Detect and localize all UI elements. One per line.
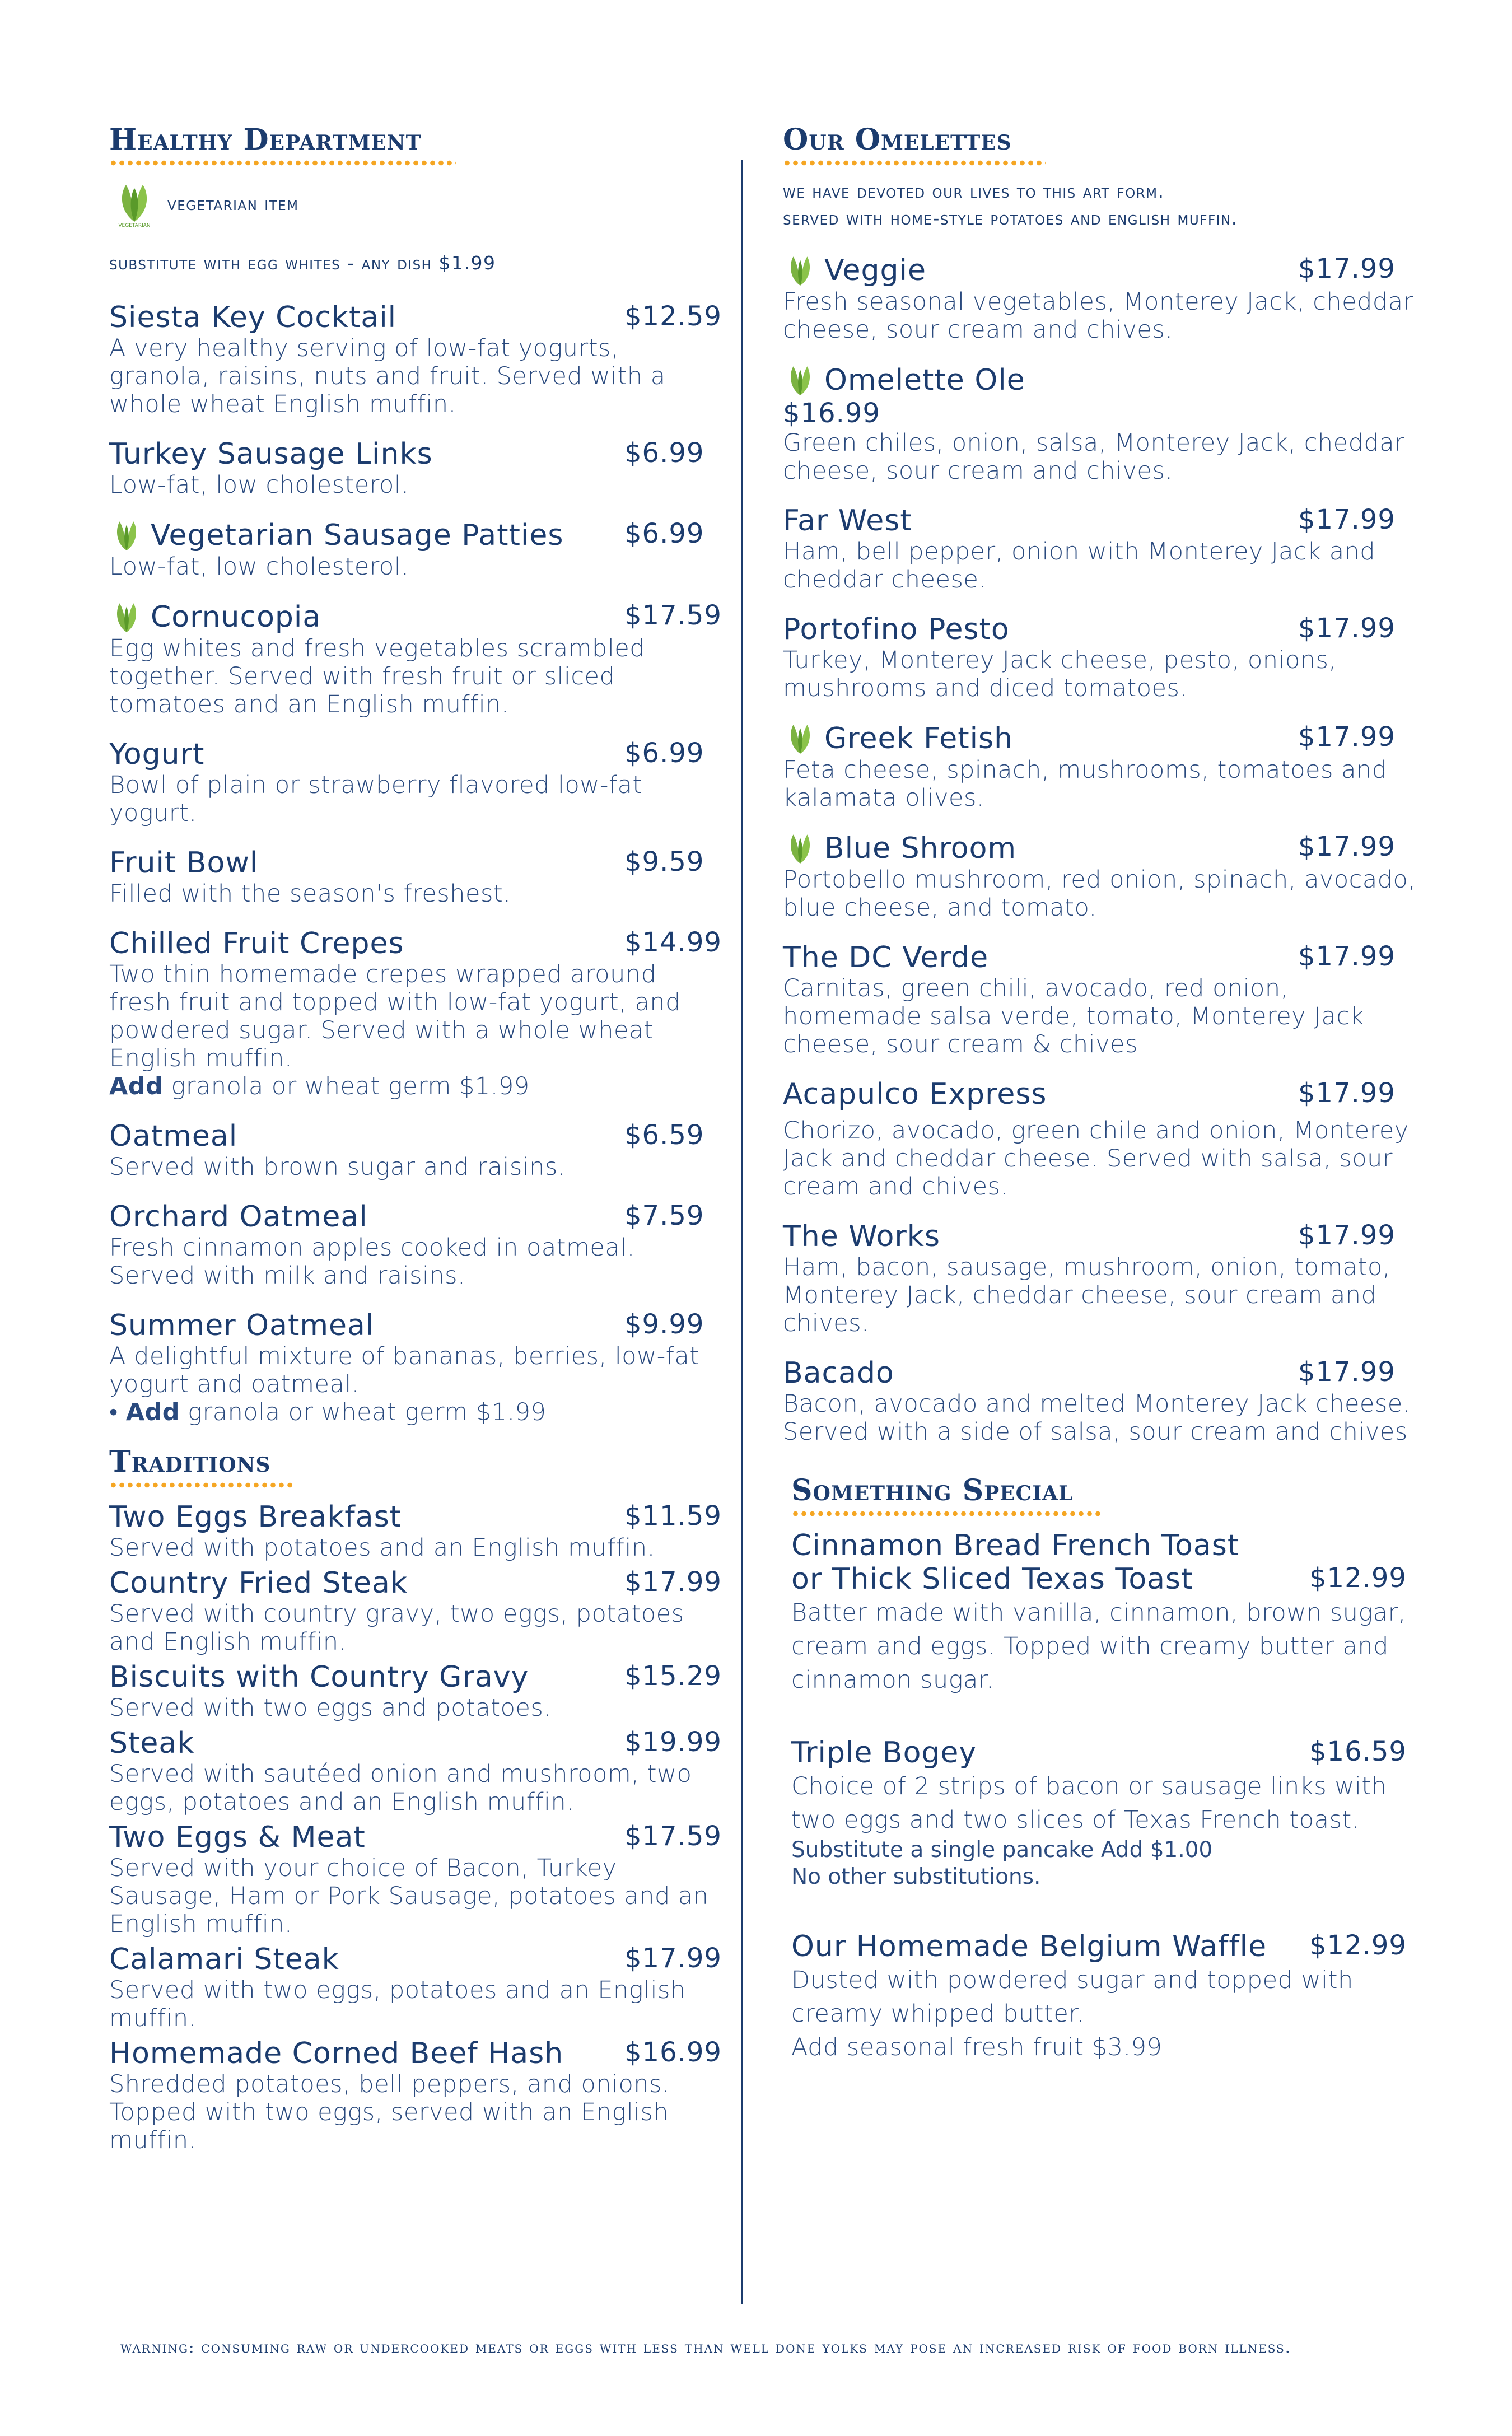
item-price: $6.99 [624, 437, 704, 469]
item-name: Two Eggs Breakfast [109, 1500, 402, 1534]
dotted-underline [109, 1482, 294, 1488]
item-name: Turkey Sausage Links [109, 437, 433, 471]
item-name: Vegetarian Sausage Patties [151, 519, 564, 552]
item-name: Siesta Key Cocktail [109, 301, 397, 334]
item-name: Oatmeal [109, 1119, 238, 1153]
menu-item [791, 1930, 1427, 2064]
menu-item [791, 1529, 1427, 1697]
item-description: Low-fat, low cholesterol. [109, 471, 409, 499]
item-name: Orchard Oatmeal [109, 1200, 368, 1234]
item-price: $14.99 [624, 927, 722, 958]
item-price: $6.59 [624, 1119, 704, 1151]
item-name: Our Homemade Belgium Waffle [791, 1930, 1267, 1963]
item-price: $17.99 [1298, 1356, 1396, 1388]
item-price: $15.29 [624, 1660, 722, 1692]
item-description: A very healthy serving of low-fat yogurts, granola, raisins, nuts and fruit. Served with a whole wheat English muffin. [109, 334, 666, 418]
menu-item [783, 831, 1427, 922]
menu-item [109, 2037, 725, 2154]
item-price: $6.99 [624, 518, 704, 549]
item-note: No other substitutions. [791, 1864, 1041, 1889]
item-name: Summer Oatmeal [109, 1309, 375, 1342]
dotted-underline [109, 160, 456, 166]
item-description: Served with your choice of Bacon, Turkey Sausage, Ham or Pork Sausage, potatoes and an English muffin. [109, 1854, 709, 1938]
menu-item [783, 363, 1427, 485]
item-description: Two thin homemade crepes wrapped around fresh fruit and topped with low-fat yogurt, and powdered sugar. Served with a whole wheat English muffin. [109, 960, 681, 1072]
item-price: $12.99 [1309, 1562, 1407, 1594]
food-safety-warning: warning: consuming raw or undercooked meats or eggs with less than well done yolks may pose an increased risk of food born illness. [120, 2338, 1291, 2356]
special-section [791, 1474, 1427, 2064]
menu-item [109, 1200, 725, 1290]
item-price: $6.99 [624, 738, 704, 769]
item-description: Low-fat, low cholesterol. [109, 553, 409, 581]
item-price: $17.99 [1298, 721, 1396, 753]
item-name: Homemade Corned Beef Hash [109, 2037, 564, 2070]
item-price: $17.99 [624, 1943, 722, 1974]
item-add-on: Add granola or wheat germ $1.99 [109, 1072, 530, 1100]
vegetarian-leaf-icon [783, 831, 818, 866]
item-description: Served with brown sugar and raisins. [109, 1153, 566, 1181]
item-price: $16.59 [1309, 1736, 1407, 1767]
item-name: Omelette Ole [824, 363, 1025, 397]
item-name: Bacado [783, 1356, 894, 1390]
item-description: Served with country gravy, two eggs, potatoes and English muffin. [109, 1600, 684, 1656]
item-description: Served with two eggs and potatoes. [109, 1694, 552, 1722]
item-name: The Works [783, 1220, 941, 1253]
item-description: Turkey, Monterey Jack cheese, pesto, onions, mushrooms and diced tomatoes. [783, 646, 1337, 702]
column-divider [741, 160, 743, 2304]
item-name: Steak [109, 1726, 195, 1760]
item-description: Ham, bell pepper, onion with Monterey Jack and cheddar cheese. [783, 538, 1376, 594]
item-price: $12.59 [624, 301, 722, 332]
item-description: Egg whites and fresh vegetables scrambled together. Served with fresh fruit or sliced tomatoes and an English muffin. [109, 634, 646, 718]
item-description: Ham, bacon, sausage, mushroom, onion, tomato, Monterey Jack, cheddar cheese, sour cream and chives. [783, 1253, 1390, 1337]
left-column [109, 123, 725, 2159]
item-name: Acapulco Express [783, 1077, 1047, 1111]
item-name: Biscuits with Country Gravy [109, 1660, 529, 1694]
item-price: $17.99 [1298, 1220, 1396, 1251]
menu-item [783, 721, 1427, 812]
menu-item [791, 1736, 1427, 1891]
vegetarian-legend-label: vegetarian item [167, 192, 299, 214]
vegetarian-leaf-icon [783, 721, 818, 756]
item-name: Greek Fetish [824, 722, 1014, 755]
menu-item [109, 1821, 725, 1938]
item-description: Green chiles, onion, salsa, Monterey Jack, cheddar cheese, sour cream and chives. [783, 429, 1405, 485]
item-description: Fresh cinnamon apples cooked in oatmeal. Served with milk and raisins. [109, 1234, 635, 1290]
menu-item [783, 504, 1427, 594]
svg-text:VEGETARIAN: VEGETARIAN [118, 223, 151, 228]
item-price: $17.59 [624, 1821, 722, 1852]
item-description: Carnitas, green chili, avocado, red onion, homemade salsa verde, tomato, Monterey Jack cheese, sour cream & chives [783, 974, 1364, 1058]
item-description: Served with two eggs, potatoes and an English muffin. [109, 1976, 686, 2032]
menu-item [109, 301, 725, 418]
item-price: $16.99 [624, 2037, 722, 2068]
item-price: $9.59 [624, 846, 704, 878]
item-name: Yogurt [109, 738, 205, 771]
item-name: Cinnamon Bread French Toast [791, 1529, 1240, 1562]
menu-item [783, 613, 1427, 702]
item-description: Feta cheese, spinach, mushrooms, tomatoes and kalamata olives. [783, 756, 1388, 812]
item-name: Triple Bogey [791, 1736, 977, 1770]
menu-item [109, 437, 725, 499]
menu-item [109, 1943, 725, 2032]
item-name: Chilled Fruit Crepes [109, 927, 404, 960]
item-description: Choice of 2 strips of bacon or sausage links with two eggs and two slices of Texas French toast. [791, 1772, 1387, 1834]
menu-item [109, 1726, 725, 1816]
item-description: Served with potatoes and an English muffin. [109, 1534, 655, 1562]
menu-item [783, 1220, 1427, 1337]
dotted-underline [791, 1511, 1102, 1516]
section-title-traditions: Traditions [109, 1445, 271, 1479]
vegetarian-legend [109, 178, 725, 228]
item-price: $17.99 [1298, 1077, 1396, 1109]
item-price: $17.99 [624, 1566, 722, 1598]
menu-item [783, 1356, 1427, 1446]
item-description: Served with sautéed onion and mushroom, two eggs, potatoes and an English muffin. [109, 1760, 692, 1816]
item-name: Blue Shroom [824, 832, 1017, 865]
item-description: Fresh seasonal vegetables, Monterey Jack, cheddar cheese, sour cream and chives. [783, 288, 1413, 344]
item-name: The DC Verde [783, 941, 989, 974]
vegetarian-leaf-icon [109, 600, 144, 634]
menu-item [109, 1566, 725, 1656]
menu-item [109, 1500, 725, 1562]
item-price: $17.99 [1298, 941, 1396, 972]
item-name: Country Fried Steak [109, 1566, 408, 1600]
item-description: Bowl of plain or strawberry flavored low-fat yogurt. [109, 771, 642, 827]
item-note: Substitute a single pancake Add $1.00 [791, 1837, 1213, 1863]
item-description: Bacon, avocado and melted Monterey Jack cheese. Served with a side of salsa, sour cream and chives [783, 1390, 1411, 1446]
menu-item [783, 253, 1427, 344]
item-name: Cornucopia [151, 600, 321, 634]
item-price: $9.99 [624, 1309, 704, 1340]
egg-white-substitute-note: substitute with egg whites - any dish $1.99 [109, 252, 496, 274]
item-description: Portobello mushroom, red onion, spinach, avocado, blue cheese, and tomato. [783, 866, 1416, 922]
item-price: $17.99 [1298, 504, 1396, 535]
vegetarian-leaf-icon [109, 518, 144, 553]
menu-item [109, 846, 725, 908]
vegetarian-badge-icon [109, 178, 160, 228]
item-price: $17.59 [624, 600, 722, 631]
item-description: A delightful mixture of bananas, berries, low-fat yogurt and oatmeal. [109, 1342, 699, 1398]
item-description: Filled with the season's freshest. [109, 880, 511, 908]
item-price: $16.99 [783, 398, 880, 429]
menu-item [109, 600, 725, 718]
item-price: $11.59 [624, 1500, 722, 1532]
item-price: $7.59 [624, 1200, 704, 1231]
item-price: $12.99 [1309, 1930, 1407, 1961]
item-name: Two Eggs & Meat [109, 1821, 366, 1854]
item-name: Portofino Pesto [783, 613, 1010, 646]
item-add-on: • Add granola or wheat germ $1.99 [109, 1398, 547, 1426]
item-name: Veggie [824, 254, 926, 287]
menu-item [109, 927, 725, 1100]
item-description: Shredded potatoes, bell peppers, and onions. Topped with two eggs, served with an English muffin. [109, 2070, 670, 2154]
menu-item [109, 1660, 725, 1722]
right-column [783, 123, 1427, 2083]
vegetarian-leaf-icon [783, 253, 818, 288]
menu-item [109, 518, 725, 581]
section-title-omelettes: Our Omelettes [783, 123, 1012, 157]
item-name: Far West [783, 504, 912, 538]
vegetarian-leaf-icon [783, 363, 818, 398]
item-price: $17.99 [1298, 253, 1396, 284]
item-name-line-2: or Thick Sliced Texas Toast [791, 1562, 1193, 1596]
menu-item [109, 1309, 725, 1426]
item-price: $17.99 [1298, 831, 1396, 862]
menu-item [783, 941, 1427, 1058]
menu-item [783, 1077, 1427, 1201]
item-name: Fruit Bowl [109, 846, 259, 880]
menu-item [109, 738, 725, 827]
menu-item [109, 1119, 725, 1181]
item-name: Calamari Steak [109, 1943, 339, 1976]
omelettes-intro: we have devoted our lives to this art form. served with home-style potatoes and english muffin. [783, 180, 1238, 229]
item-add-on: Add seasonal fresh fruit $3.99 [791, 2033, 1163, 2061]
item-description: Batter made with vanilla, cinnamon, brown sugar, cream and eggs. Topped with creamy butter and cinnamon sugar. [791, 1599, 1406, 1694]
item-description: Dusted with powdered sugar and topped with creamy whipped butter. [791, 1966, 1354, 2028]
item-description: Chorizo, avocado, green chile and onion, Monterey Jack and cheddar cheese. Served with salsa, sour cream and chives. [783, 1117, 1409, 1201]
section-title-special: Something Special [791, 1473, 1074, 1508]
item-price: $19.99 [624, 1726, 722, 1758]
item-price: $17.99 [1298, 613, 1396, 644]
dotted-underline [783, 160, 1046, 166]
section-title-healthy: Healthy Department [109, 123, 422, 157]
